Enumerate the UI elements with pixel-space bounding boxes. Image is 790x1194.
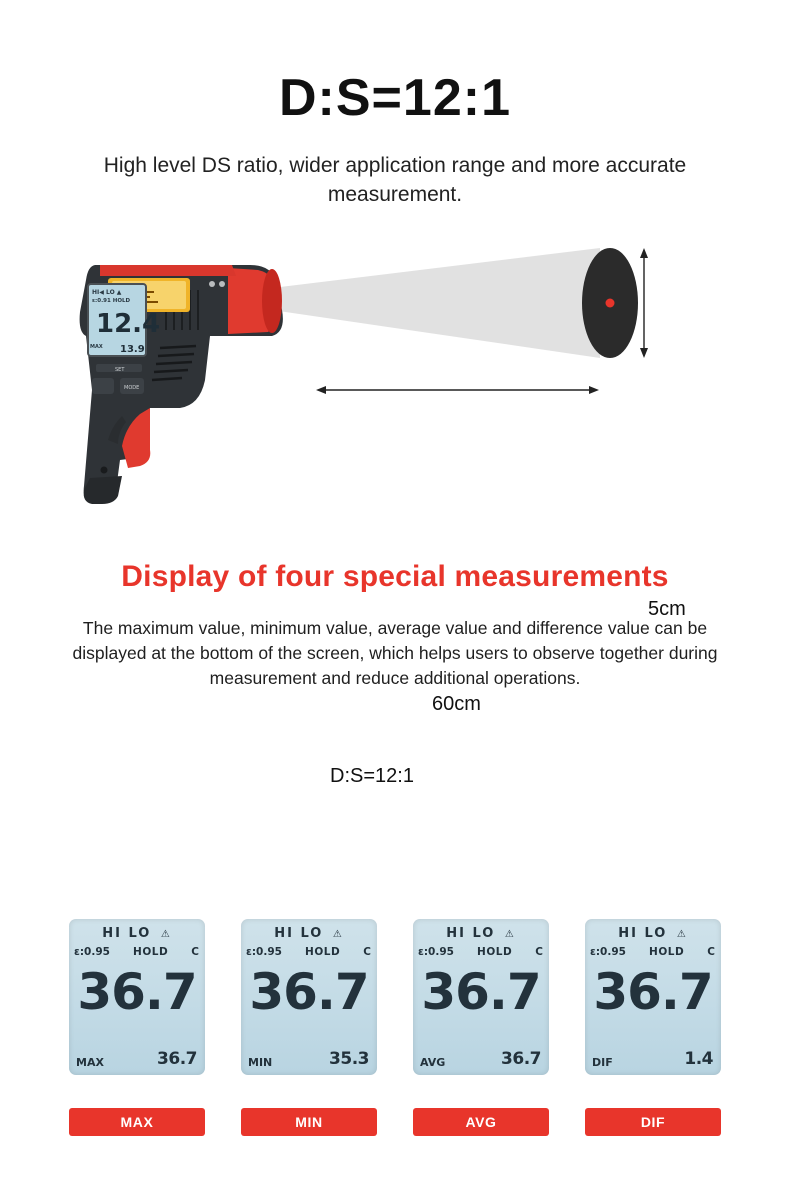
gun-lcd-value: 12.4 <box>96 308 161 339</box>
lcd-stat-value: 35.3 <box>329 1049 369 1069</box>
ds-ratio-section <box>0 69 790 210</box>
lcd-main-value: 36.7 <box>77 963 197 1021</box>
lcd-main-value: 36.7 <box>593 963 713 1021</box>
mode-button-row <box>0 1108 790 1136</box>
lcd-stat-label: DIF <box>592 1056 613 1069</box>
gun-strap-hole <box>101 466 108 473</box>
lcd-second-row <box>418 946 543 958</box>
spot-size-label: 5cm <box>648 597 686 620</box>
gun-lcd-max-value: 13.9 <box>120 343 145 355</box>
lcd-bottom-row <box>248 1049 369 1069</box>
page-subtitle: High level DS ratio, wider application range and more accurate measurement. <box>103 154 687 206</box>
lcd-card-row <box>0 919 790 1075</box>
gun-lens <box>262 269 282 333</box>
lcd-second-row <box>246 946 371 958</box>
gun-top-accent <box>100 265 236 276</box>
lcd-top-indicators <box>241 926 377 941</box>
lcd-lo-label: LO <box>300 926 324 941</box>
lcd-card-min <box>241 919 377 1075</box>
lcd-second-row <box>590 946 715 958</box>
gun-base <box>84 476 122 504</box>
min-button[interactable]: MIN <box>241 1108 377 1136</box>
lcd-unit: C <box>535 946 543 958</box>
lcd-emissivity: ε:0.95 <box>246 946 282 958</box>
lcd-hold-label: HOLD <box>649 946 685 958</box>
gun-lcd-emissivity: ε:0.91 HOLD <box>92 297 131 304</box>
warning-triangle-icon: ⚠ <box>676 929 688 940</box>
lcd-hi-label: HI <box>446 926 466 941</box>
lcd-lo-label: LO <box>128 926 152 941</box>
lcd-emissivity: ε:0.95 <box>418 946 454 958</box>
lcd-hold-label: HOLD <box>305 946 341 958</box>
lcd-unit: C <box>191 946 199 958</box>
measurements-section <box>0 560 790 691</box>
lcd-stat-value: 36.7 <box>157 1049 197 1069</box>
lcd-top-indicators <box>585 926 721 941</box>
lcd-stat-label: MAX <box>76 1056 104 1069</box>
laser-dot <box>606 298 615 307</box>
beam-cone <box>272 248 600 358</box>
warning-triangle-icon: ⚠ <box>332 929 344 940</box>
lcd-top-indicators <box>69 926 205 941</box>
lcd-stat-value: 1.4 <box>684 1049 713 1069</box>
lcd-lo-label: LO <box>472 926 496 941</box>
svg-text:SET: SET <box>115 366 125 373</box>
lcd-hold-label: HOLD <box>477 946 513 958</box>
gun-lcd-hi-lo: HI◀ LO ▲ <box>92 288 122 296</box>
lcd-card-max <box>69 919 205 1075</box>
page-title: D:S=12:1 <box>279 69 511 127</box>
lcd-main-value: 36.7 <box>249 963 369 1021</box>
lcd-lo-label: LO <box>644 926 668 941</box>
lcd-stat-label: AVG <box>420 1056 446 1069</box>
ds-ratio-label: D:S=12:1 <box>330 764 414 787</box>
lcd-hi-label: HI <box>274 926 294 941</box>
lcd-stat-value: 36.7 <box>501 1049 541 1069</box>
diagram-svg <box>0 240 790 540</box>
lcd-main-value: 36.7 <box>421 963 541 1021</box>
svg-text:MODE: MODE <box>124 384 140 391</box>
avg-button[interactable]: AVG <box>413 1108 549 1136</box>
gun-lcd-max-label: MAX <box>90 343 103 350</box>
max-button[interactable]: MAX <box>69 1108 205 1136</box>
lcd-hi-label: HI <box>618 926 638 941</box>
lcd-hi-label: HI <box>102 926 122 941</box>
lcd-unit: C <box>707 946 715 958</box>
section-title: Display of four special measurements <box>121 559 669 593</box>
lcd-card-avg <box>413 919 549 1075</box>
lcd-second-row <box>74 946 199 958</box>
lcd-unit: C <box>363 946 371 958</box>
infrared-thermometer-illustration <box>80 265 283 504</box>
warning-triangle-icon: ⚠ <box>504 929 516 940</box>
lcd-top-indicators <box>413 926 549 941</box>
lcd-bottom-row <box>420 1049 541 1069</box>
lcd-emissivity: ε:0.95 <box>590 946 626 958</box>
lcd-emissivity: ε:0.95 <box>74 946 110 958</box>
section-body: The maximum value, minimum value, average value and difference value can be displayed at the bottom of the screen, which helps users to observe together during measurement and reduce additional operations. <box>72 617 718 688</box>
gun-button-left <box>92 378 114 394</box>
lcd-bottom-row <box>76 1049 197 1069</box>
warning-triangle-icon: ⚠ <box>160 929 172 940</box>
lcd-bottom-row <box>592 1049 713 1069</box>
lcd-card-dif <box>585 919 721 1075</box>
lcd-stat-label: MIN <box>248 1056 273 1069</box>
lcd-hold-label: HOLD <box>133 946 169 958</box>
distance-label: 60cm <box>432 692 481 715</box>
dif-button[interactable]: DIF <box>585 1108 721 1136</box>
